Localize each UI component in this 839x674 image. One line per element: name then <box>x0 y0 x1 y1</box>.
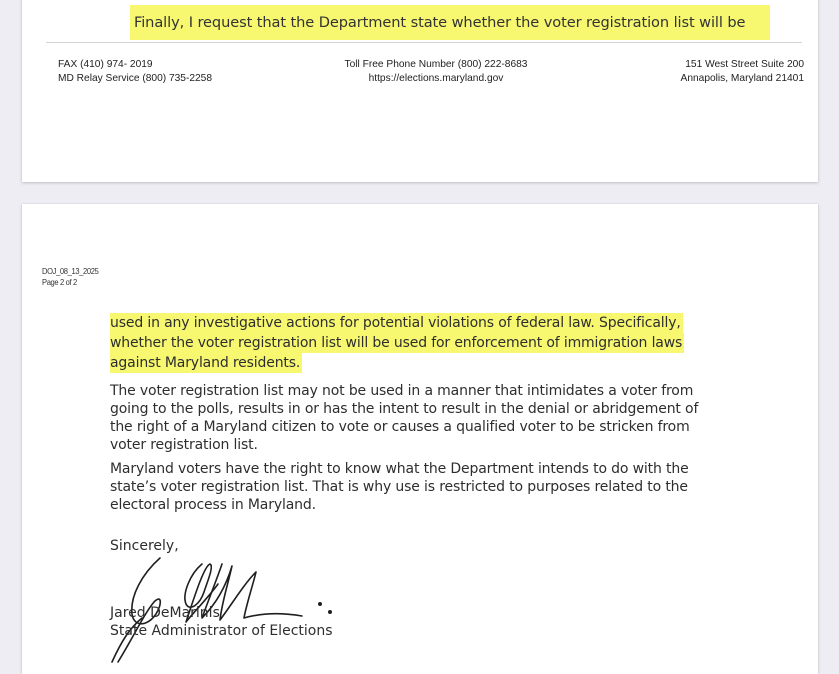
page-header <box>42 266 98 288</box>
paragraph-voter-intimidation <box>110 382 760 454</box>
highlighted-paragraph <box>110 313 760 373</box>
highlighted-text-line: Finally, I request that the Department state whether the voter registration list will be <box>130 5 770 40</box>
paragraph-line: Maryland voters have the right to know what the Department intends to do with the <box>110 461 689 477</box>
page-number: Page 2 of 2 <box>42 277 77 287</box>
document-page-1 <box>22 0 818 182</box>
paragraph-line: going to the polls, results in or has the intent to result in the denial or abridgement of <box>110 401 699 417</box>
paragraph-right-to-know <box>110 460 760 514</box>
footer-toll-free: Toll Free Phone Number (800) 222-8683 <box>344 59 528 70</box>
signer-block <box>110 604 333 640</box>
paragraph-line: used in any investigative actions for potential violations of federal law. Specifically, <box>110 315 681 331</box>
document-page-2 <box>22 204 818 674</box>
paragraph-line: the right of a Maryland citizen to vote or causes a qualified voter to be stricken from <box>110 419 690 435</box>
footer-contact-center <box>318 58 554 85</box>
paragraph-line: The voter registration list may not be used in a manner that intimidates a voter from <box>110 383 694 399</box>
footer-divider <box>46 42 802 43</box>
paragraph-line: voter registration list. <box>110 437 258 453</box>
footer-address <box>681 58 804 85</box>
signer-title: State Administrator of Elections <box>110 623 333 639</box>
paragraph-line: against Maryland residents. <box>110 355 301 371</box>
footer-relay-service: MD Relay Service (800) 735-2258 <box>58 72 213 84</box>
closing-salutation: Sincerely, <box>110 538 179 554</box>
footer-city: Annapolis, Maryland 21401 <box>680 72 804 84</box>
footer-fax: FAX (410) 974- 2019 <box>58 59 153 70</box>
signer-name: Jared DeMarinis <box>110 605 220 621</box>
footer-street: 151 West Street Suite 200 <box>685 59 804 70</box>
paragraph-line: state’s voter registration list. That is why use is restricted to purposes related to the <box>110 479 688 495</box>
paragraph-line: whether the voter registration list will be used for enforcement of immigration laws <box>110 335 683 351</box>
footer-contact-left <box>58 58 212 85</box>
document-reference: DOJ_08_13_2025 <box>42 266 99 276</box>
paragraph-line: electoral process in Maryland. <box>110 497 316 513</box>
footer-website[interactable]: https://elections.maryland.gov <box>368 72 504 84</box>
